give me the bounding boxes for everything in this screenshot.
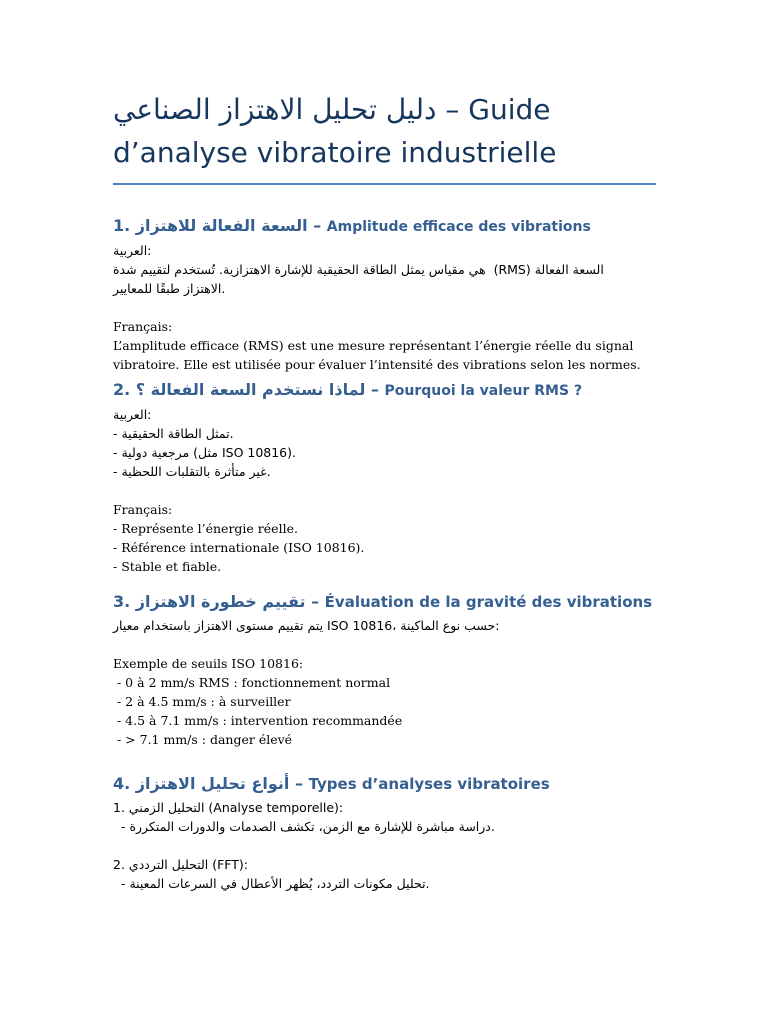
title-line-1: دليل تحليل الاهتزاز الصناعي – Guide: [113, 93, 551, 126]
section-2-heading-arabic: لماذا نستخدم السعة الفعالة ؟: [135, 380, 366, 399]
section-2-dash: –: [365, 380, 385, 399]
section-3-threshold-item: - 2 à 4.5 mm/s : à surveiller: [113, 694, 291, 709]
section-4-item-1-description: - دراسة مباشرة للإشارة مع الزمن، تكشف الصدمات والدورات المتكررة.: [113, 819, 495, 834]
section-3-heading-french: Évaluation de la gravité des vibrations: [324, 593, 653, 611]
section-2-french-label: Français:: [113, 502, 173, 517]
section-3-heading-arabic: تقييم خطورة الاهتزاز: [135, 592, 306, 611]
section-3-threshold-item: - 4.5 à 7.1 mm/s : intervention recommandée: [113, 713, 403, 728]
title-line-2: d’analyse vibratoire industrielle: [113, 136, 557, 169]
section-4-heading-arabic: أنواع تحليل الاهتزاز: [135, 774, 290, 793]
section-4-item-2-description: - تحليل مكونات التردد، يُظهر الأعطال في السرعات المعينة.: [113, 876, 430, 891]
section-3-dash: –: [305, 592, 325, 611]
section-1-arabic-label: العربية:: [113, 243, 152, 258]
section-2-french-item: - Représente l’énergie réelle.: [113, 521, 298, 536]
section-1-heading-french: Amplitude efficace des vibrations: [326, 219, 591, 235]
section-1-french-label: Français:: [113, 319, 173, 334]
section-2-arabic-item: - تمثل الطاقة الحقيقية.: [113, 426, 234, 441]
section-3-arabic-line: يتم تقييم مستوى الاهتزاز باستخدام معيار ISO 10816، حسب نوع الماكينة:: [113, 618, 500, 633]
section-1-heading-arabic: السعة الفعالة للاهتزاز: [135, 216, 308, 235]
section-3-heading: [113, 591, 656, 613]
document-title: [113, 88, 656, 174]
section-4-heading: [113, 773, 656, 795]
section-1-french-line-2: vibratoire. Elle est utilisée pour évaluer l’intensité des vibrations selon les normes.: [113, 357, 641, 372]
section-1-dash: –: [307, 216, 327, 235]
section-2-heading: [113, 379, 656, 402]
section-4-number: 4.: [113, 774, 136, 793]
section-2-french-item: - Référence internationale (ISO 10816).: [113, 540, 365, 555]
section-1-arabic-line-2: الاهتزاز طبقًا للمعايير.: [113, 281, 226, 296]
section-3-threshold-item: - 0 à 2 mm/s RMS : fonctionnement normal: [113, 675, 391, 690]
section-3-number: 3.: [113, 592, 136, 611]
section-2-number: 2.: [113, 380, 136, 399]
section-2-arabic-item: - مرجعية دولية (مثل ISO 10816).: [113, 445, 296, 460]
section-1-number: 1.: [113, 216, 136, 235]
section-2-arabic-item: - غير متأثرة بالتقلبات اللحظية.: [113, 464, 271, 479]
section-2-heading-french: Pourquoi la valeur RMS ?: [384, 383, 583, 399]
section-2-french-item: - Stable et fiable.: [113, 559, 222, 574]
section-3-threshold-item: - > 7.1 mm/s : danger élevé: [113, 732, 293, 747]
document-page: [113, 88, 656, 893]
section-4-item-2-label: 2. التحليل الترددي (FFT):: [113, 857, 248, 872]
section-1-arabic-line-1: هي مقياس يمثل الطاقة الحقيقية للإشارة الاهتزازية. تُستخدم لتقييم شدة (RMS) السعة الفعالة: [113, 262, 604, 277]
section-3-french-label: Exemple de seuils ISO 10816:: [113, 656, 304, 671]
section-1-french-line-1: L’amplitude efficace (RMS) est une mesure représentant l’énergie réelle du signal: [113, 338, 634, 353]
section-4-heading-french: Types d’analyses vibratoires: [308, 775, 550, 793]
section-1-heading: [113, 215, 656, 238]
section-4-dash: –: [289, 774, 309, 793]
section-4-item-1-label: 1. التحليل الزمني (Analyse temporelle):: [113, 800, 344, 815]
title-underline: [113, 183, 656, 185]
section-2-arabic-label: العربية:: [113, 407, 152, 422]
